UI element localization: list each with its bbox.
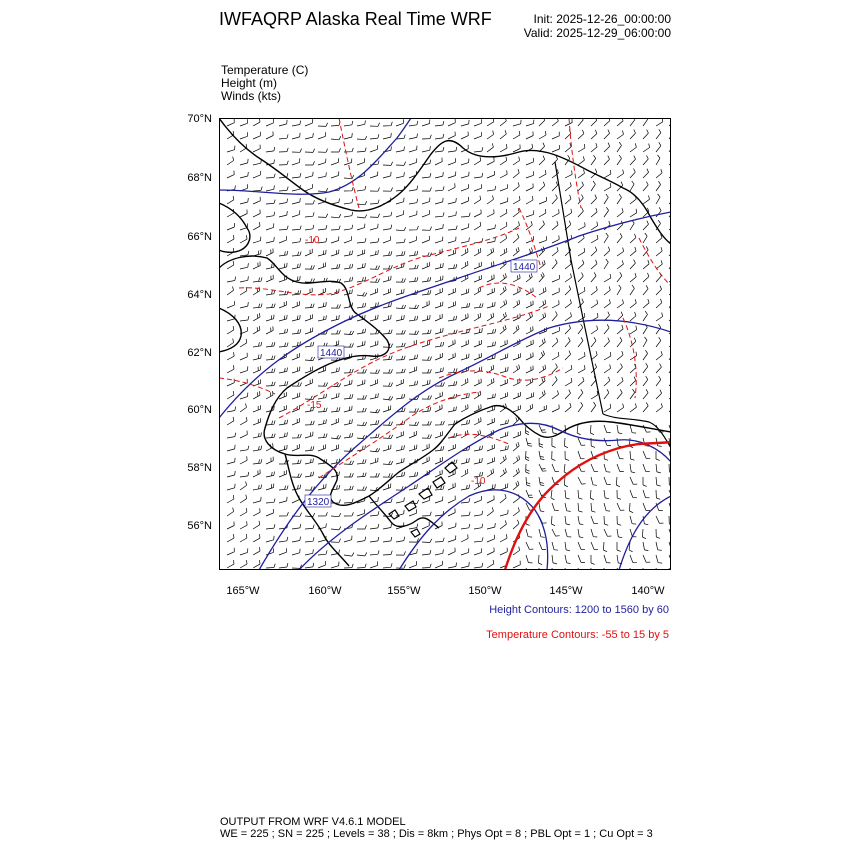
height-label: 1440	[320, 348, 343, 359]
temperature-label: -10	[305, 235, 320, 246]
lat-label-58: 58°N	[187, 462, 212, 474]
height-contours-note: Height Contours: 1200 to 1560 by 60	[489, 604, 669, 616]
lat-label-66: 66°N	[187, 231, 212, 243]
field-temperature: Temperature (C)	[221, 63, 309, 77]
page-title: IWFAQRP Alaska Real Time WRF	[219, 9, 492, 29]
lon-label-165: 165°W	[226, 585, 260, 597]
lon-label-160: 160°W	[308, 585, 342, 597]
temperature-label: -15	[307, 400, 322, 411]
lat-label-60: 60°N	[187, 404, 212, 416]
lon-label-150: 150°W	[468, 585, 502, 597]
temperature-label: -10	[471, 476, 486, 487]
field-winds: Winds (kts)	[221, 89, 281, 103]
lat-label-68: 68°N	[187, 172, 212, 184]
map-background	[219, 118, 671, 570]
lat-label-64: 64°N	[187, 289, 212, 301]
temperature-contours-note: Temperature Contours: -55 to 15 by 5	[486, 629, 669, 641]
weather-map	[219, 118, 671, 570]
lon-label-145: 145°W	[549, 585, 583, 597]
init-time: Init: 2025-12-26_00:00:00	[533, 12, 671, 26]
lat-label-56: 56°N	[187, 520, 212, 532]
lon-label-140: 140°W	[631, 585, 665, 597]
field-height: Height (m)	[221, 76, 278, 90]
lon-label-155: 155°W	[387, 585, 421, 597]
height-label: 1320	[307, 497, 330, 508]
lat-label-62: 62°N	[187, 347, 212, 359]
height-label: 1440	[513, 262, 536, 273]
footer-model: OUTPUT FROM WRF V4.6.1 MODEL	[220, 816, 406, 828]
valid-time: Valid: 2025-12-29_06:00:00	[523, 26, 671, 40]
footer-config: WE = 225 ; SN = 225 ; Levels = 38 ; Dis = 8km ; Phys Opt = 8 ; PBL Opt = 1 ; Cu Opt = 3	[220, 828, 653, 840]
lat-label-70: 70°N	[187, 113, 212, 125]
